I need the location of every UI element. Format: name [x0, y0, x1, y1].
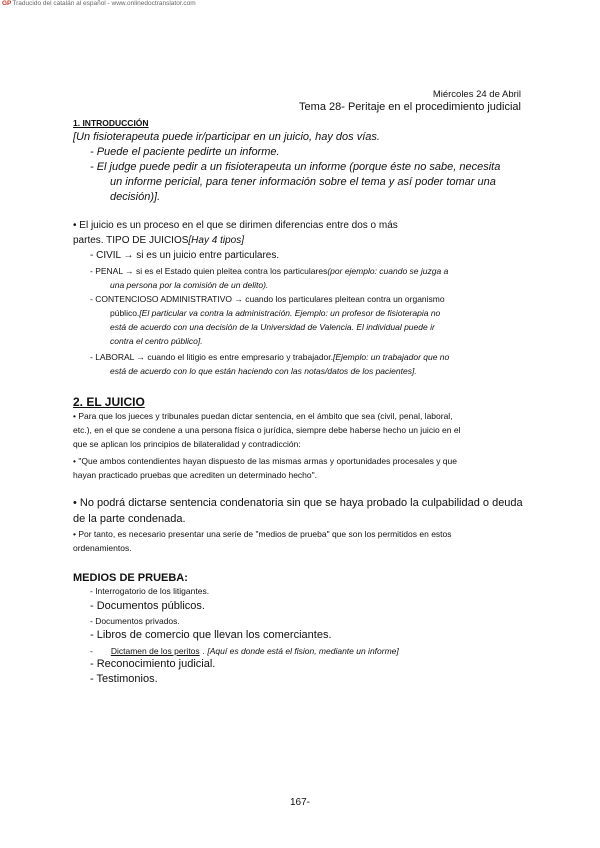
dictamen-note: . [Aquí es donde está el fision, mediante un informe] — [202, 646, 399, 656]
juicio-definition: • El juicio es un proceso en el que se dirimen diferencias entre dos o más — [73, 220, 398, 231]
intro-line: - Puede el paciente pedirte un informe. — [90, 146, 280, 158]
translator-logo: GP — [2, 0, 12, 7]
juicio-types-text: partes. TIPO DE JUICIOS — [73, 235, 189, 246]
juicio-paragraph-line: ordenamientos. — [73, 543, 132, 553]
medios-item: - Libros de comercio que llevan los comerciantes. — [90, 629, 332, 641]
type-contencioso-note: [El particular va contra la administración. Ejemplo: un profesor de fisioterapia no — [139, 308, 441, 318]
translator-watermark — [2, 0, 196, 7]
juicio-paragraph-line: • Por tanto, es necesario presentar una serie de "medios de prueba" que son los permitidos en estos — [73, 529, 452, 539]
medios-item: - Testimonios. — [90, 673, 158, 685]
juicio-types-note: [Hay 4 tipos] — [188, 235, 244, 246]
type-contencioso-cont — [110, 308, 440, 318]
medios-item: - Interrogatorio de los litigantes. — [90, 586, 210, 596]
type-laboral-cont: está de acuerdo con lo que están haciendo con las notas/datos de los pacientes]. — [110, 366, 417, 376]
intro-line: un informe pericial, para tener información sobre el tema y así poder tomar una — [110, 176, 496, 188]
intro-line: [Un fisioterapeuta puede ir/participar en un juicio, hay dos vías. — [73, 131, 380, 143]
type-penal-cont: una persona por la comisión de un delito). — [110, 280, 269, 290]
type-penal-text: - PENAL → si es el Estado quien pleitea contra los particulares — [90, 266, 328, 276]
juicio-paragraph-line: que se aplican los principios de bilateralidad y contradicción: — [73, 439, 301, 449]
juicio-types-line — [73, 235, 244, 246]
medios-item: - Reconocimiento judicial. — [90, 658, 216, 670]
type-laboral-note: [Ejemplo: un trabajador que no — [333, 352, 450, 362]
juicio-paragraph-line: • No podrá dictarse sentencia condenatoria sin que se haya probado la culpabilidad o deuda — [73, 497, 523, 509]
type-penal — [90, 266, 448, 276]
juicio-paragraph-line: • "Que ambos contendientes hayan dispuesto de las mismas armas y oportunidades procesales y que — [73, 456, 457, 466]
page-title: Tema 28- Peritaje en el procedimiento judicial — [299, 101, 521, 113]
juicio-paragraph-line: hayan practicado pruebas que acrediten un determinado hecho". — [73, 470, 318, 480]
intro-line: - El judge puede pedir a un fisioterapeuta un informe (porque éste no sabe, necesita — [90, 161, 501, 173]
dictamen-dash: - — [90, 646, 93, 656]
type-civil: - CIVIL → si es un juicio entre particulares. — [90, 250, 280, 261]
section-heading-juicio: 2. EL JUICIO — [73, 395, 145, 409]
medios-item: - Documentos privados. — [90, 616, 180, 626]
section-heading-medios: MEDIOS DE PRUEBA: — [73, 572, 188, 584]
type-contencioso: - CONTENCIOSO ADMINISTRATIVO → cuando los particulares pleitean contra un organismo — [90, 294, 445, 304]
type-contencioso-note-2: está de acuerdo con una decisión de la Universidad de Valencia. El individual puede ir — [110, 322, 435, 332]
medios-item-dictamen — [90, 646, 399, 656]
medios-item: - Documentos públicos. — [90, 600, 205, 612]
section-heading-intro: 1. INTRODUCCIÓN — [73, 118, 149, 128]
juicio-paragraph-line: etc.), en el que se condene a una persona física o jurídica, siempre debe haberse hecho un juicio en el — [73, 425, 461, 435]
type-contencioso-text: público. — [110, 308, 140, 318]
intro-line: decisión)]. — [110, 191, 161, 203]
juicio-paragraph-line: de la parte condenada. — [73, 513, 186, 525]
watermark-text: Traducido del catalán al español - www.onlinedoctranslator.com — [12, 0, 196, 7]
type-laboral — [90, 352, 449, 362]
page-number: 167- — [290, 797, 311, 808]
type-contencioso-note-3: contra el centro público]. — [110, 336, 203, 346]
type-laboral-text: - LABORAL → cuando el litigio es entre empresario y trabajador. — [90, 352, 334, 362]
juicio-paragraph-line: • Para que los jueces y tribunales puedan dictar sentencia, en el ámbito que sea (civil, penal, laboral, — [73, 411, 453, 421]
header-date: Miércoles 24 de Abril — [432, 89, 521, 100]
type-penal-note: (por ejemplo: cuando se juzga a — [327, 266, 449, 276]
dictamen-label: Dictamen de los peritos — [110, 646, 200, 656]
